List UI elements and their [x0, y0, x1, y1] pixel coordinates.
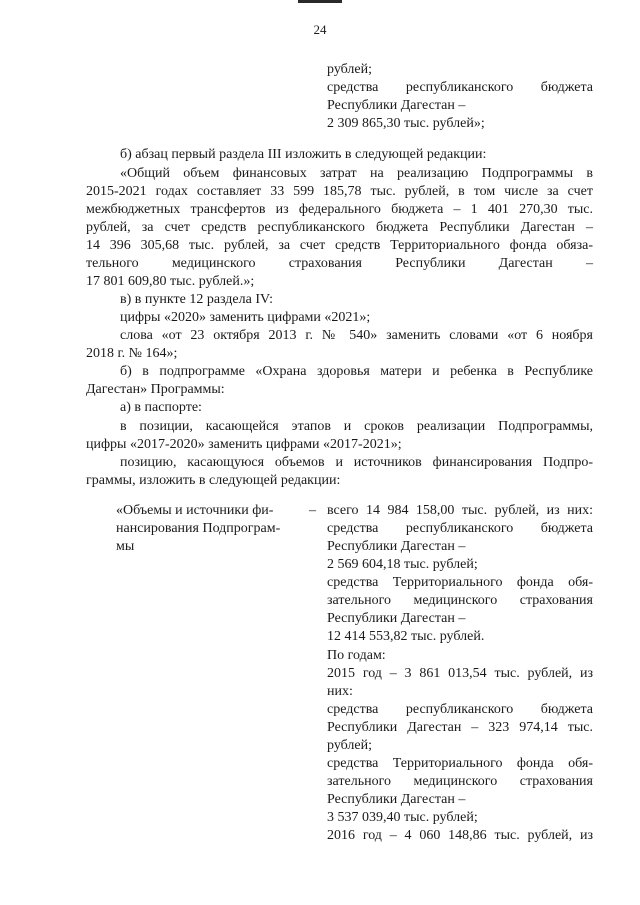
body-line: позицию, касающуюся объемов и источников финансирования Подпро-	[120, 455, 593, 470]
passport-value-line: Республики Дагестан –	[327, 611, 466, 626]
body-line: «Общий объем финансовых затрат на реализацию Подпрограммы в	[120, 166, 593, 181]
body-line: а) в паспорте:	[120, 400, 202, 415]
passport-value-line: Республики Дагестан –	[327, 539, 466, 554]
passport-value-line: средства Территориального фонда обя-	[327, 756, 593, 771]
passport-value-line: По годам:	[327, 648, 386, 663]
body-line: рублей, за счет средств республиканского бюджета Республики Дагестан –	[86, 220, 593, 235]
body-line: б) в подпрограмме «Охрана здоровья матери и ребенка в Республике	[120, 364, 593, 379]
body-line: в) в пункте 12 раздела IV:	[120, 292, 273, 307]
body-line: 17 801 609,80 тыс. рублей.»;	[86, 274, 255, 289]
passport-label-line: «Объемы и источники фи-	[116, 503, 274, 518]
passport-value-line: Республики Дагестан – 323 974,14 тыс.	[327, 720, 593, 735]
passport-dash: –	[309, 503, 316, 518]
passport-value-line: 3 537 039,40 тыс. рублей;	[327, 810, 478, 825]
passport-value-line: средства Территориального фонда обя-	[327, 575, 593, 590]
passport-value-line: всего 14 984 158,00 тыс. рублей, из них:	[327, 503, 593, 518]
body-line: граммы, изложить в следующей редакции:	[86, 473, 341, 488]
passport-label-line: нансирования Подпрограм-	[116, 521, 281, 536]
passport-value-line: средства республиканского бюджета	[327, 702, 593, 717]
passport-value-line: 2015 год – 3 861 013,54 тыс. рублей, из	[327, 666, 593, 681]
passport-value-line: них:	[327, 684, 353, 699]
body-line: б) абзац первый раздела III изложить в следующей редакции:	[120, 147, 487, 162]
passport-value-line: 12 414 553,82 тыс. рублей.	[327, 629, 485, 644]
passport-value-line: зательного медицинского страхования	[327, 593, 593, 608]
top-line: средства республиканского бюджета	[327, 80, 593, 95]
passport-value-line: 2016 год – 4 060 148,86 тыс. рублей, из	[327, 828, 593, 843]
body-line: 14 396 305,68 тыс. рублей, за счет средств Территориального фонда обяза-	[86, 238, 593, 253]
body-line: тельного медицинского страхования Республики Дагестан –	[86, 256, 593, 271]
body-line: 2015-2021 годах составляет 33 599 185,78 тыс. рублей, в том числе за счет	[86, 184, 593, 199]
body-line: цифры «2020» заменить цифрами «2021»;	[120, 310, 371, 325]
passport-label-line: мы	[116, 539, 135, 554]
passport-value-line: рублей;	[327, 738, 372, 753]
scan-mark	[298, 0, 342, 3]
body-line: слова «от 23 октября 2013 г. № 540» заменить словами «от 6 ноября	[120, 328, 593, 343]
body-line: в позиции, касающейся этапов и сроков реализации Подпрограммы,	[120, 419, 593, 434]
body-line: цифры «2017-2020» заменить цифрами «2017-2021»;	[86, 437, 402, 452]
body-line: межбюджетных трансфертов из федерального бюджета – 1 401 270,30 тыс.	[86, 202, 593, 217]
passport-value-line: 2 569 604,18 тыс. рублей;	[327, 557, 478, 572]
body-line: 2018 г. № 164»;	[86, 346, 178, 361]
passport-value-line: Республики Дагестан –	[327, 792, 466, 807]
body-line: Дагестан» Программы:	[86, 382, 225, 397]
page-number: 24	[313, 22, 327, 37]
passport-value-line: зательного медицинского страхования	[327, 774, 593, 789]
passport-value-line: средства республиканского бюджета	[327, 521, 593, 536]
top-line: Республики Дагестан –	[327, 98, 466, 113]
top-line: рублей;	[327, 62, 372, 77]
top-line: 2 309 865,30 тыс. рублей»;	[327, 116, 485, 131]
